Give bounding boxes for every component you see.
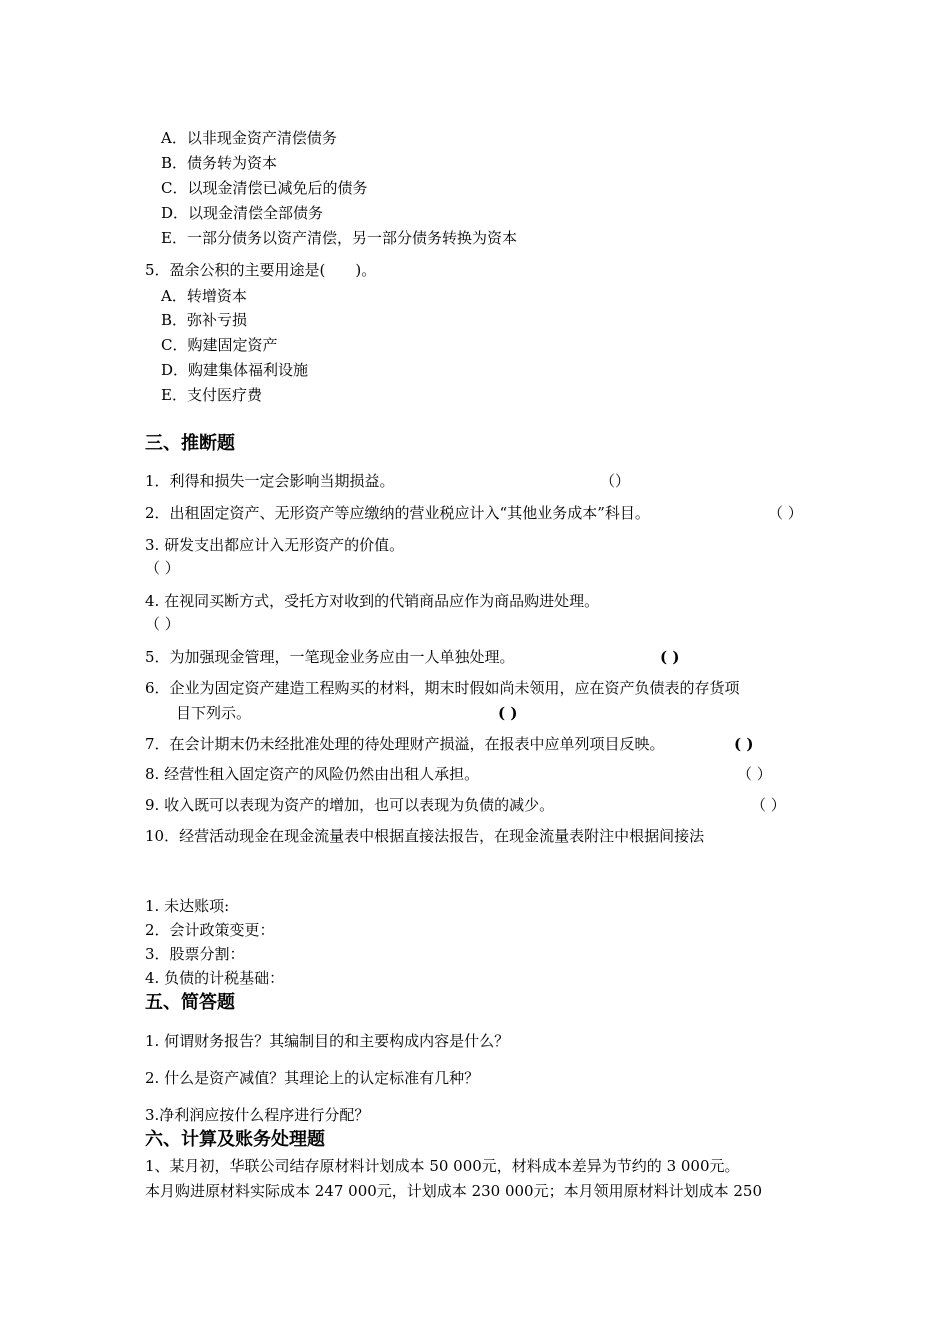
q5-option-d: D．购建集体福利设施 — [161, 361, 309, 379]
calc-problem-line-2: 本月购进原材料实际成本 247 000元，计划成本 230 000元；本月领用原材料计划成本 250 — [145, 1182, 762, 1200]
term-item-2: 2．会计政策变更： — [145, 921, 275, 939]
term-item-1: 1. 未达账项: — [145, 897, 230, 915]
q5-option-a: A．转增资本 — [161, 287, 247, 305]
term-item-3: 3．股票分割： — [145, 945, 245, 963]
judge-item-9: 9. 收入既可以表现为资产的增加，也可以表现为负债的减少。 — [145, 796, 555, 814]
judge-item-7: 7．在会计期末仍未经批准处理的待处理财产损溢，在报表中应单列项目反映。 — [145, 735, 665, 753]
judge-item-9-paren: （ ） — [751, 796, 786, 814]
section-6-heading: 六、计算及账务处理题 — [145, 1129, 325, 1150]
judge-item-1: 1．利得和损失一定会影响当期损益。 — [145, 472, 395, 490]
short-answer-1: 1. 何谓财务报告？其编制目的和主要构成内容是什么？ — [145, 1032, 510, 1050]
section-5-heading: 五、简答题 — [145, 992, 235, 1013]
judge-item-5: 5．为加强现金管理，一笔现金业务应由一人单独处理。 — [145, 648, 515, 666]
judge-item-4-paren: （ ） — [145, 615, 180, 633]
judge-item-10: 10．经营活动现金在现金流量表中根据直接法报告，在现金流量表附注中根据间接法 — [145, 827, 705, 845]
q4-option-b: B．债务转为资本 — [161, 154, 278, 172]
judge-item-3: 3. 研发支出都应计入无形资产的价值。 — [145, 536, 405, 554]
judge-item-3-paren: （ ） — [145, 559, 180, 577]
judge-item-8-paren: （ ） — [737, 765, 772, 783]
q4-option-e: E．一部分债务以资产清偿，另一部分债务转换为资本 — [161, 229, 517, 247]
judge-item-6-paren: ( ) — [498, 704, 518, 722]
judge-item-2-paren: （ ） — [768, 504, 803, 522]
calc-problem-line-1: 1、某月初，华联公司结存原材料计划成本 50 000元，材料成本差异为节约的 3 000元。 — [145, 1157, 740, 1175]
judge-item-6: 6．企业为固定资产建造工程购买的材料，期末时假如尚未领用，应在资产负债表的存货项 — [145, 679, 740, 697]
q5-option-e: E．支付医疗费 — [161, 386, 262, 404]
judge-item-1-paren: （） — [600, 472, 631, 490]
judge-item-6-cont: 目下列示。 — [176, 704, 252, 722]
judge-item-7-paren: ( ) — [734, 735, 754, 753]
judge-item-5-paren: ( ) — [660, 648, 680, 666]
term-item-4: 4. 负债的计税基础： — [145, 969, 285, 987]
short-answer-2: 2. 什么是资产减值？其理论上的认定标准有几种？ — [145, 1069, 480, 1087]
q5-option-c: C．购建固定资产 — [161, 336, 278, 354]
q4-option-c: C．以现金清偿已减免后的债务 — [161, 179, 368, 197]
judge-item-4: 4. 在视同买断方式，受托方对收到的代销商品应作为商品购进处理。 — [145, 592, 600, 610]
judge-item-2: 2．出租固定资产、无形资产等应缴纳的营业税应计入“其他业务成本”科目。 — [145, 504, 650, 522]
q4-option-a: A．以非现金资产清偿债务 — [161, 129, 337, 147]
q5-option-b: B．弥补亏损 — [161, 311, 248, 329]
q4-option-d: D．以现金清偿全部债务 — [161, 204, 324, 222]
section-3-heading: 三、推断题 — [145, 433, 235, 454]
q5-stem: 5．盈余公积的主要用途是( )。 — [145, 261, 377, 279]
short-answer-3: 3.净利润应按什么程序进行分配？ — [145, 1106, 370, 1124]
judge-item-8: 8. 经营性租入固定资产的风险仍然由出租人承担。 — [145, 765, 480, 783]
